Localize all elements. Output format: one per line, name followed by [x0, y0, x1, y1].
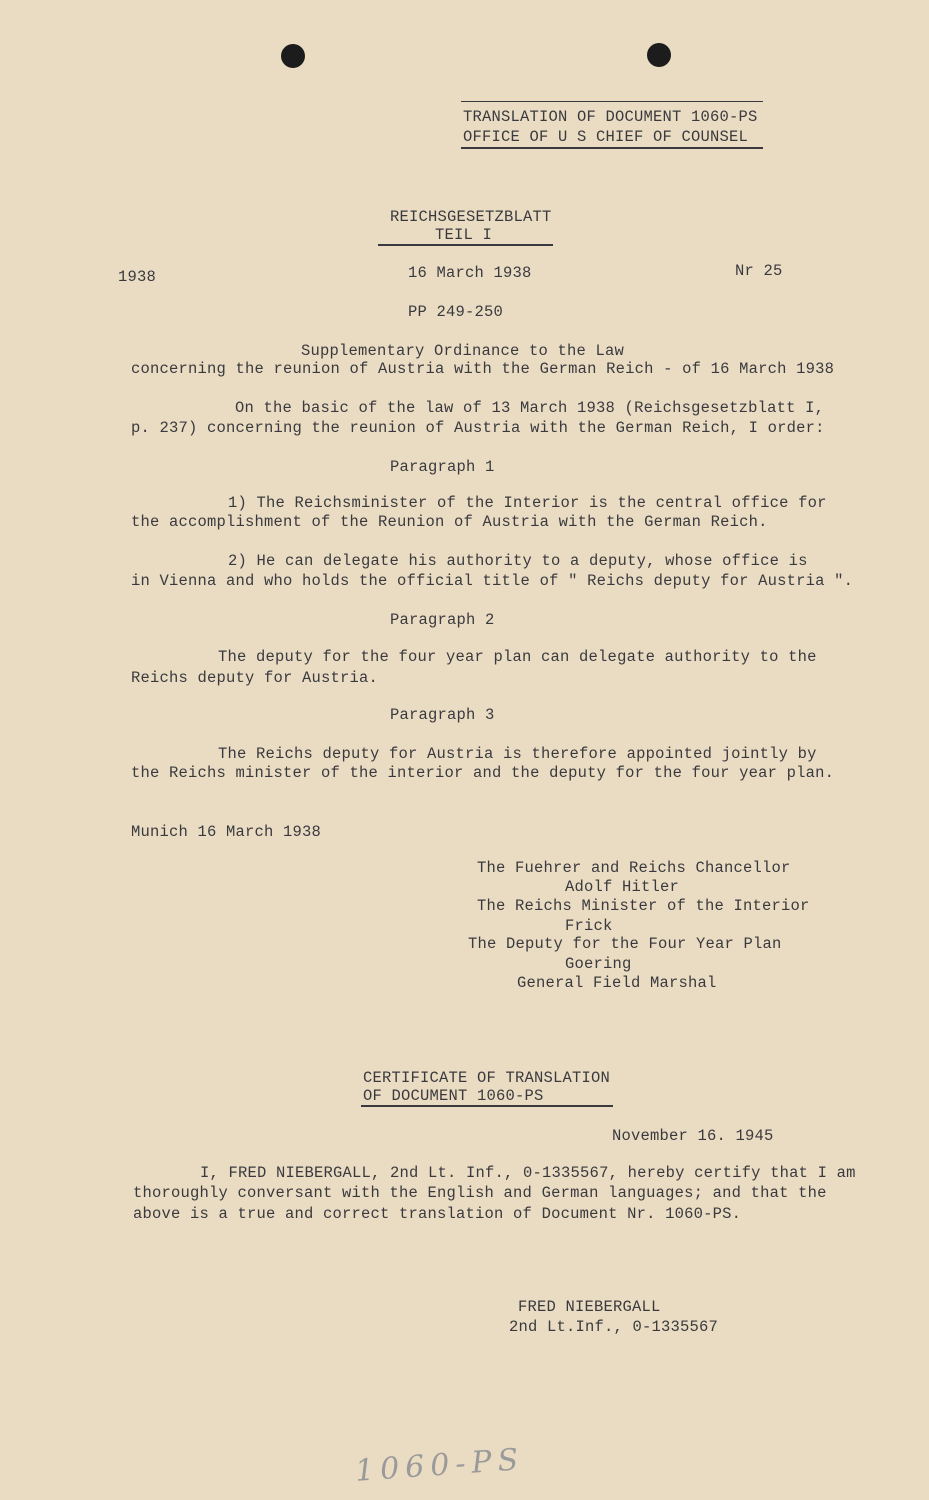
paragraph-2-heading: Paragraph 2 [390, 611, 495, 629]
certificate-title-line-2: OF DOCUMENT 1060-PS [363, 1087, 544, 1105]
signer-name: FRED NIEBERGALL [518, 1298, 661, 1316]
signature-line-7: General Field Marshal [517, 974, 717, 992]
ordinance-title-line-2: concerning the reunion of Austria with the German Reich - of 16 March 1938 [131, 360, 835, 378]
gazette-pages: PP 249-250 [408, 303, 504, 321]
paragraph-2-line-1: The deputy for the four year plan can delegate authority to the [218, 648, 817, 666]
gazette-title: REICHSGESETZBLATT [390, 208, 552, 226]
paragraph-3-heading: Paragraph 3 [390, 706, 495, 724]
handwritten-note: 1060-PS [353, 1442, 526, 1489]
intro-line-1: On the basic of the law of 13 March 1938 (Reichsgesetzblatt I, [235, 399, 825, 417]
signature-line-4: Frick [565, 917, 613, 935]
gazette-year: 1938 [118, 268, 157, 286]
certificate-body-line-2: thoroughly conversant with the English and German languages; and that the [133, 1184, 827, 1202]
paragraph-2-line-2: Reichs deputy for Austria. [131, 669, 379, 687]
gazette-date: 16 March 1938 [408, 264, 532, 282]
signature-line-3: The Reichs Minister of the Interior [477, 897, 810, 915]
paragraph-3-line-2: the Reichs minister of the interior and the deputy for the four year plan. [131, 764, 835, 782]
paragraph-1-2-line-1: 2) He can delegate his authority to a deputy, whose office is [228, 552, 808, 570]
gazette-underline [378, 244, 553, 246]
signature-line-1: The Fuehrer and Reichs Chancellor [477, 859, 791, 877]
gazette-number: Nr 25 [735, 262, 783, 280]
paragraph-1-1-line-2: the accomplishment of the Reunion of Austria with the German Reich. [131, 513, 768, 531]
paragraph-1-heading: Paragraph 1 [390, 458, 495, 476]
header-line-1: TRANSLATION OF DOCUMENT 1060-PS [463, 108, 758, 126]
intro-line-2: p. 237) concerning the reunion of Austria with the German Reich, I order: [131, 419, 825, 437]
gazette-part: TEIL I [435, 226, 493, 244]
certificate-title-line-1: CERTIFICATE OF TRANSLATION [363, 1069, 611, 1087]
paragraph-1-2-line-2: in Vienna and who holds the official title of " Reichs deputy for Austria ". [131, 572, 854, 590]
punch-hole-right [647, 43, 671, 67]
signer-rank: 2nd Lt.Inf., 0-1335567 [509, 1318, 719, 1336]
header-line-2: OFFICE OF U S CHIEF OF COUNSEL [463, 128, 749, 146]
signature-line-5: The Deputy for the Four Year Plan [468, 935, 782, 953]
punch-hole-left [281, 44, 305, 68]
paragraph-1-1-line-1: 1) The Reichsminister of the Interior is the central office for [228, 494, 827, 512]
header-rule [461, 101, 763, 102]
signature-line-6: Goering [565, 955, 632, 973]
certificate-underline [361, 1105, 613, 1107]
place-date: Munich 16 March 1938 [131, 823, 322, 841]
certificate-body-line-3: above is a true and correct translation of Document Nr. 1060-PS. [133, 1205, 742, 1223]
ordinance-title-line-1: Supplementary Ordinance to the Law [301, 342, 625, 360]
certificate-body-line-1: I, FRED NIEBERGALL, 2nd Lt. Inf., 0-1335567, hereby certify that I am [200, 1164, 856, 1182]
signature-line-2: Adolf Hitler [565, 878, 680, 896]
header-underline [461, 147, 763, 149]
paragraph-3-line-1: The Reichs deputy for Austria is therefore appointed jointly by [218, 745, 817, 763]
certificate-date: November 16. 1945 [612, 1127, 774, 1145]
